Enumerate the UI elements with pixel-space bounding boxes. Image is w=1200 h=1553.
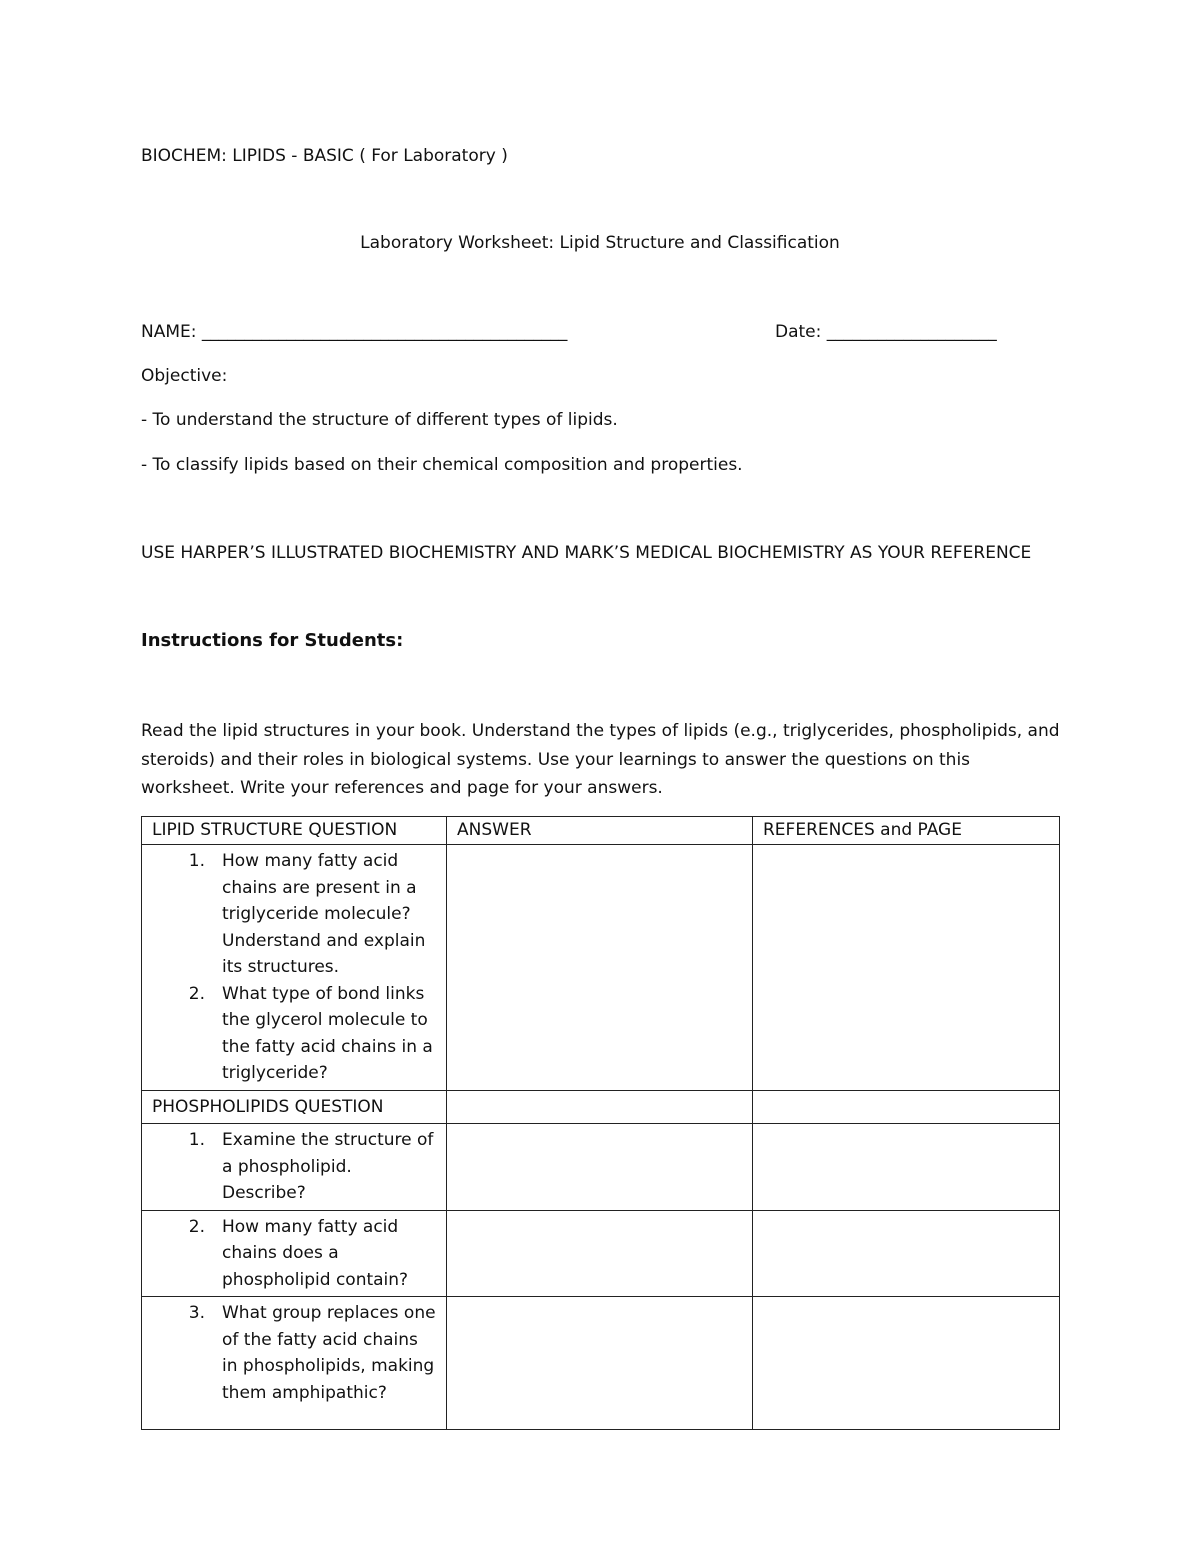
question-item bbox=[152, 848, 437, 981]
table-row bbox=[142, 1124, 1060, 1211]
date-field-line: Date: ____________________ bbox=[775, 322, 997, 342]
question-cell bbox=[142, 1210, 447, 1297]
objective-item: - To understand the structure of different types of lipids. bbox=[141, 410, 618, 430]
question-number: 1. bbox=[188, 1130, 205, 1150]
question-text: How many fatty acid chains does a phospholipid contain? bbox=[222, 1216, 409, 1290]
question-item bbox=[152, 981, 437, 1087]
question-cell bbox=[142, 1297, 447, 1430]
question-item bbox=[152, 1300, 437, 1406]
table-row bbox=[142, 1297, 1060, 1430]
question-number: 1. bbox=[188, 851, 205, 871]
instructions-body: Read the lipid structures in your book. Understand the types of lipids (e.g., triglycerides, phospholipids, and steroids) and their roles in biological systems. Use your learnings to answer the questions on this worksheet. Write your references and page for your answers. bbox=[141, 721, 1060, 798]
reference-cell[interactable] bbox=[753, 845, 1060, 1091]
question-number: 2. bbox=[188, 983, 205, 1004]
answer-cell[interactable] bbox=[447, 1297, 753, 1430]
question-text: What type of bond links the glycerol molecule to the fatty acid chains in a triglyceride? bbox=[222, 983, 433, 1083]
reference-cell[interactable] bbox=[753, 1090, 1060, 1124]
question-cell bbox=[142, 845, 447, 1091]
question-number: 3. bbox=[188, 1303, 205, 1323]
reference-note: USE HARPER’S ILLUSTRATED BIOCHEMISTRY AND MARK’S MEDICAL BIOCHEMISTRY AS YOUR REFERENCE bbox=[141, 543, 1032, 563]
name-field-line: NAME: ___________________________________________ bbox=[141, 322, 568, 342]
objective-heading: Objective: bbox=[141, 366, 228, 386]
question-text: Examine the structure of a phospholipid. Describe? bbox=[222, 1130, 434, 1203]
header-lipid-structure-question: LIPID STRUCTURE QUESTION bbox=[142, 817, 447, 845]
document-header: BIOCHEM: LIPIDS - BASIC ( For Laboratory ) bbox=[141, 146, 508, 166]
question-number: 2. bbox=[188, 1216, 205, 1237]
reference-cell[interactable] bbox=[753, 1297, 1060, 1430]
question-text: How many fatty acid chains are present in a triglyceride molecule? Understand and explain its structures. bbox=[222, 851, 426, 977]
table-row bbox=[142, 845, 1060, 1091]
answer-cell[interactable] bbox=[447, 1210, 753, 1297]
table-row bbox=[142, 1210, 1060, 1297]
table-header-row bbox=[142, 817, 1060, 845]
phospholipids-section-header: PHOSPHOLIPIDS QUESTION bbox=[142, 1090, 447, 1124]
header-answer: ANSWER bbox=[447, 817, 753, 845]
answer-cell[interactable] bbox=[447, 1090, 753, 1124]
answer-cell[interactable] bbox=[447, 845, 753, 1091]
objective-item: - To classify lipids based on their chemical composition and properties. bbox=[141, 455, 743, 475]
header-references-and-page: REFERENCES and PAGE bbox=[753, 817, 1060, 845]
reference-cell[interactable] bbox=[753, 1210, 1060, 1297]
question-cell bbox=[142, 1124, 447, 1211]
worksheet-table bbox=[141, 816, 1060, 1430]
question-item bbox=[152, 1214, 437, 1294]
table-row bbox=[142, 1090, 1060, 1124]
worksheet-title: Laboratory Worksheet: Lipid Structure and Classification bbox=[360, 233, 840, 253]
question-item bbox=[152, 1127, 437, 1207]
reference-cell[interactable] bbox=[753, 1124, 1060, 1211]
instructions-heading: Instructions for Students: bbox=[141, 630, 404, 651]
question-text: What group replaces one of the fatty acid chains in phospholipids, making them amphipathic? bbox=[222, 1303, 436, 1403]
answer-cell[interactable] bbox=[447, 1124, 753, 1211]
